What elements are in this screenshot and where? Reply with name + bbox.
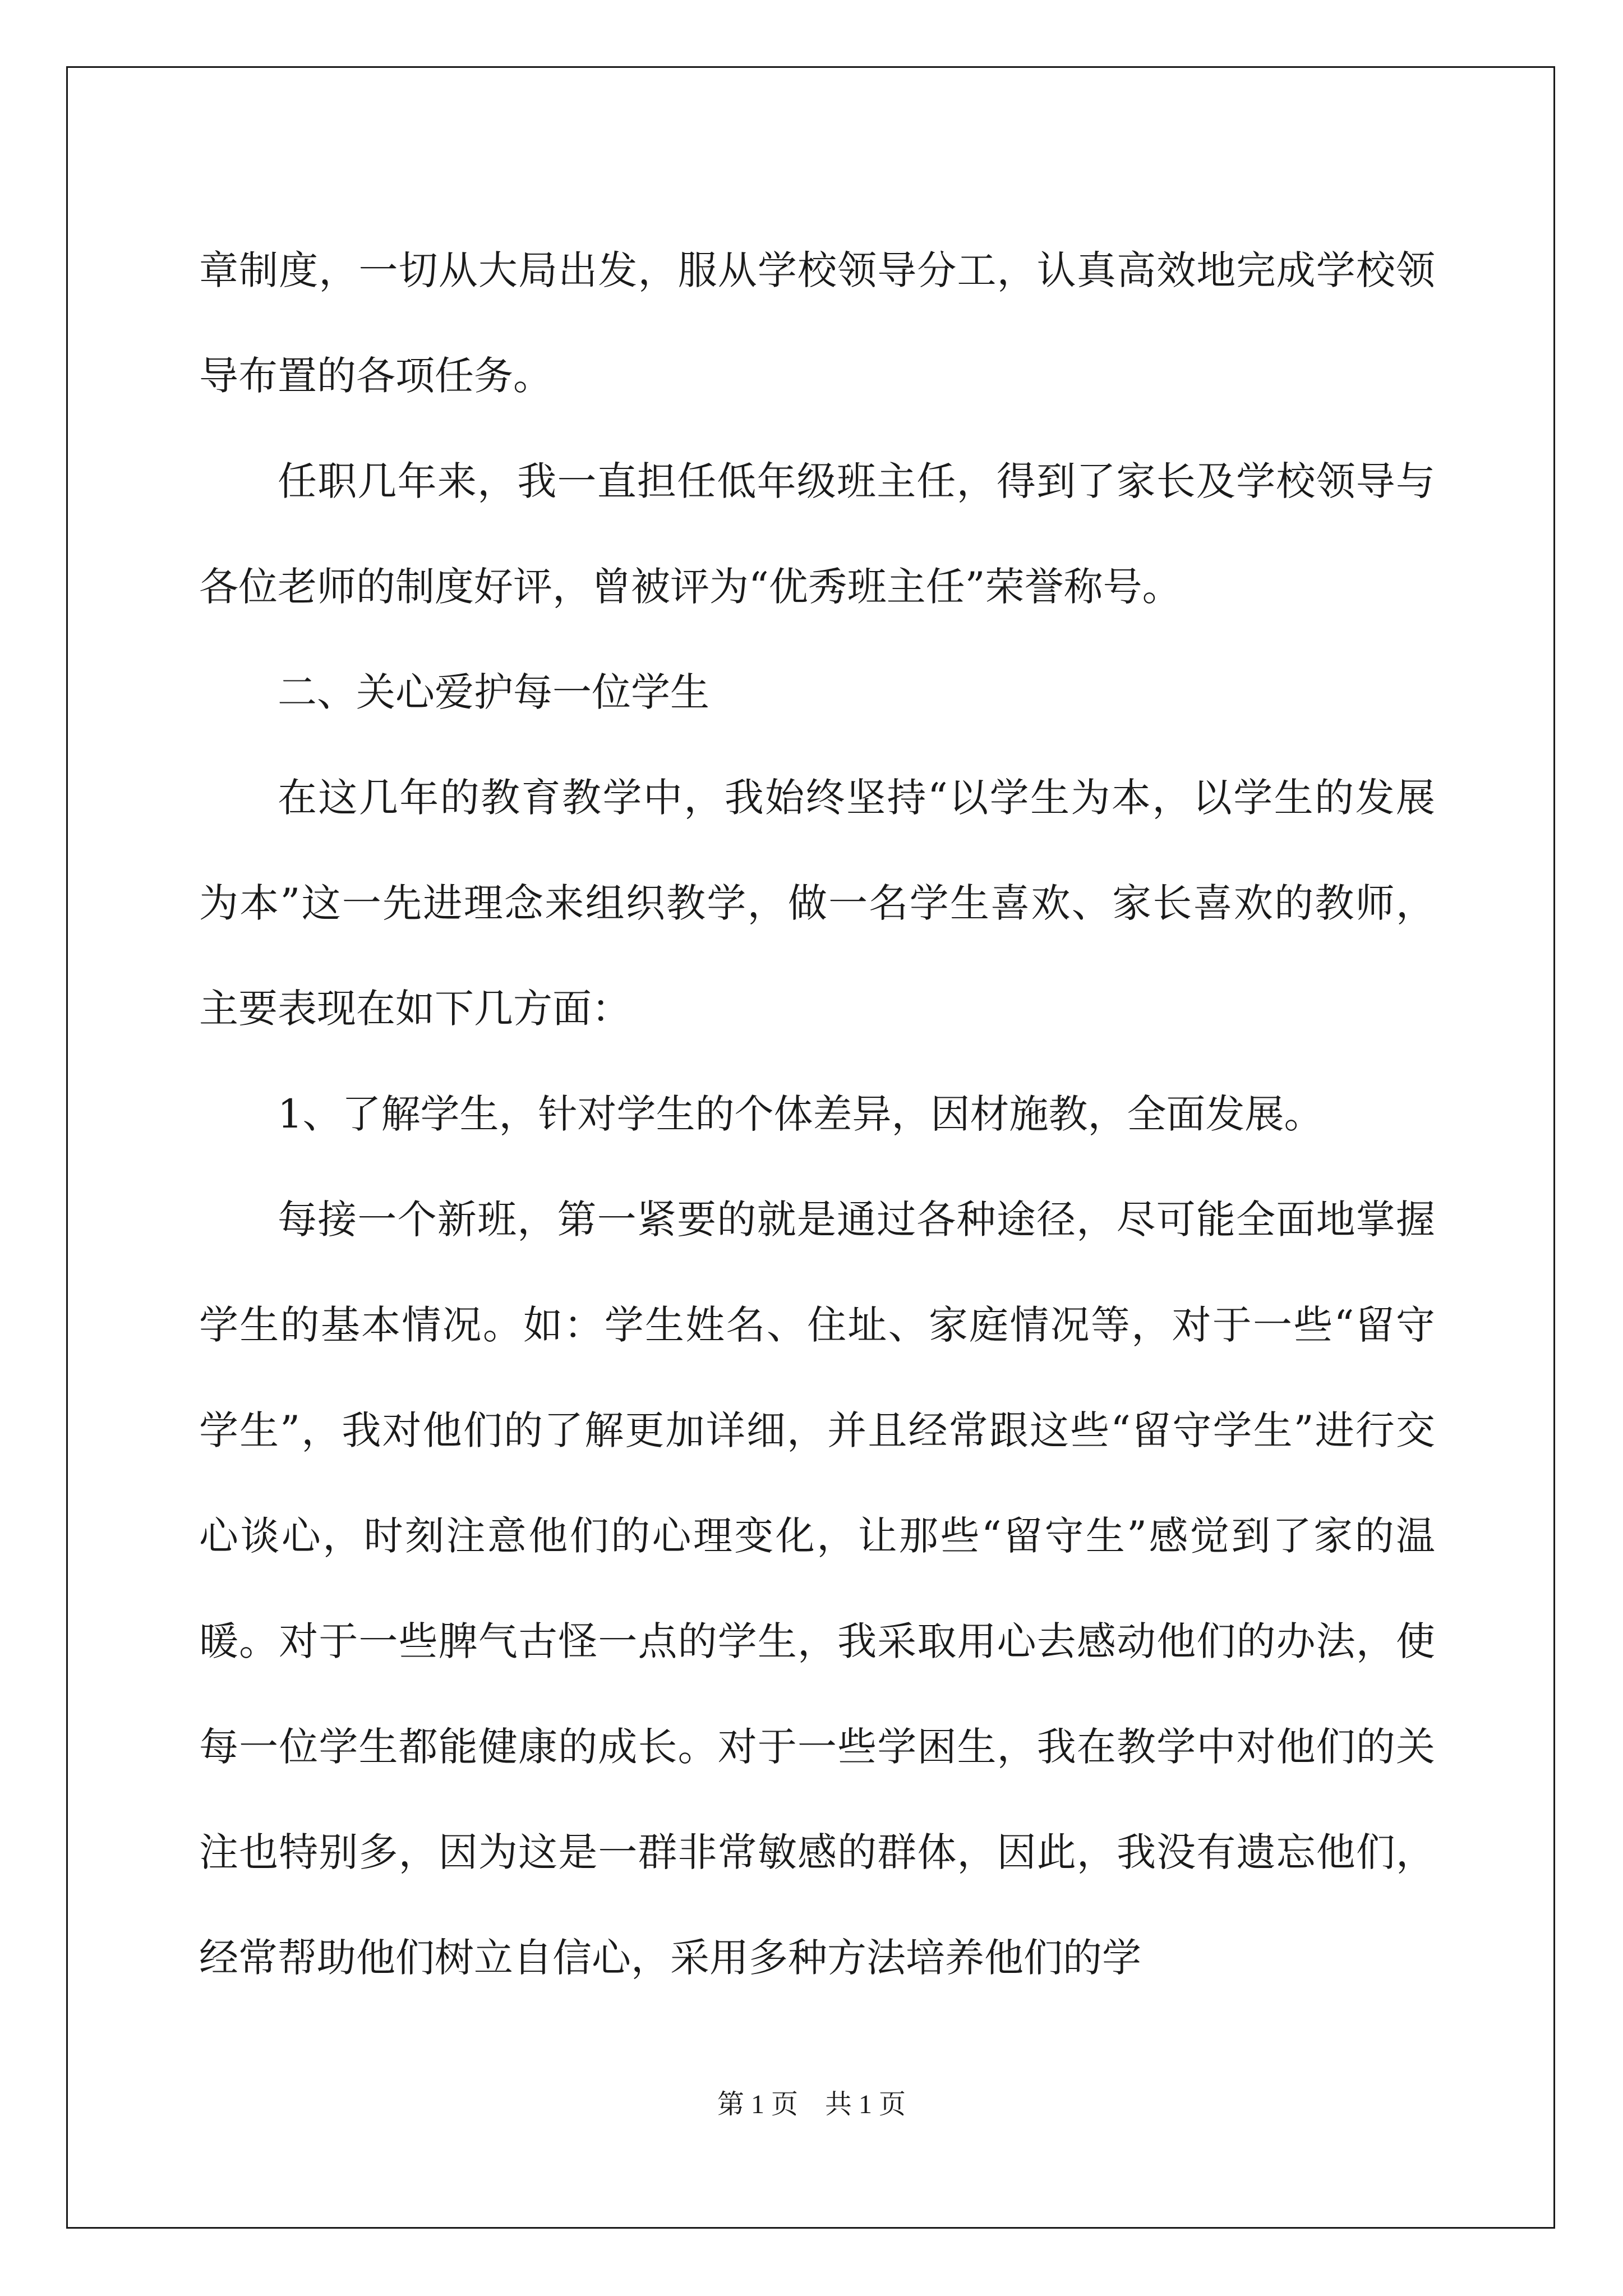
- paragraph-3: 在这几年的教育教学中，我始终坚持“以学生为本，以学生的发展为本”这一先进理念来组织教学，做一名学生喜欢、家长喜欢的教师，主要表现在如下几方面：: [199, 775, 1435, 1032]
- section-heading: 二、关心爱护每一位学生: [278, 669, 709, 715]
- page-footer: 第 1 页 共 1 页: [717, 2090, 906, 2119]
- paragraph-4: 每接一个新班，第一紧要的就是通过各种途径，尽可能全面地掌握学生的基本情况。如：学生姓名、住址、家庭情况等，对于一些“留守学生”，我对他们的了解更加详细，并且经常跟这些“留守学生”进行交心谈心，时刻注意他们的心理变化，让那些“留守生”感觉到了家的温暖。对于一些脾气古怪一点的学生，我采取用心去感动他们的办法，使每一位学生都能健康的成长。对于一些学困生，我在教学中对他们的关注也特别多，因为这是一群非常敏感的群体，因此，我没有遗忘他们，经常帮助他们树立自信心，采用多种方法培养他们的学: [199, 1197, 1435, 1981]
- paragraph-1: 章制度，一切从大局出发，服从学校领导分工，认真高效地完成学校领导布置的各项任务。: [199, 247, 1435, 399]
- paragraph-2: 任职几年来，我一直担任低年级班主任，得到了家长及学校领导与各位老师的制度好评，曾被评为“优秀班主任”荣誉称号。: [199, 458, 1435, 610]
- list-item-1: 1、了解学生，针对学生的个体差异，因材施教，全面发展。: [278, 1091, 1324, 1137]
- document-body: [199, 218, 1435, 2010]
